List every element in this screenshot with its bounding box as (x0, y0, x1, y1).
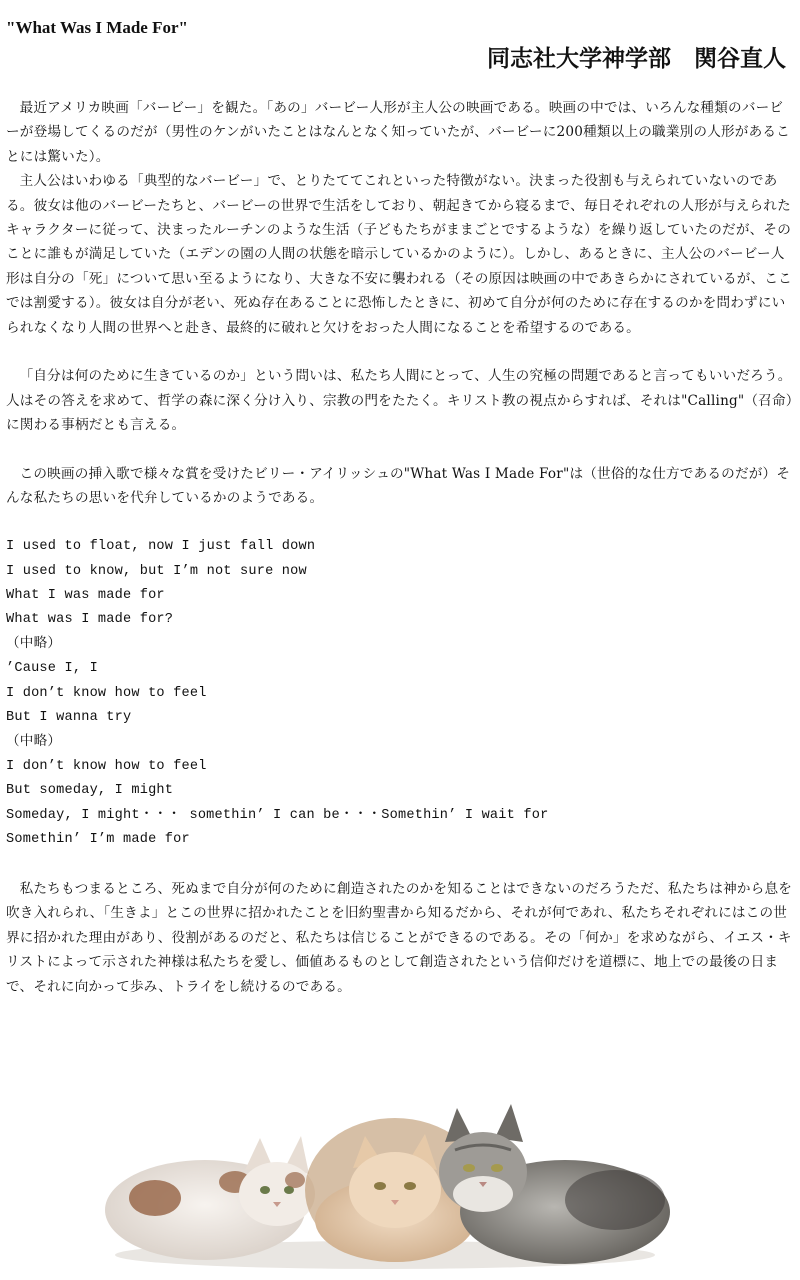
cats-illustration (95, 1090, 675, 1270)
lyrics-block (6, 535, 796, 852)
lyric-line: What was I made for? (6, 612, 174, 628)
lyric-line: ’Cause I, I (6, 661, 98, 677)
lyric-line: I don’t know how to feel (6, 685, 207, 701)
paragraph-1: 最近アメリカ映画「バービー」を観た。「あの」バービー人形が主人公の映画である。映画の中では、いろんな種類のバービーが登場してくるのだが（男性のケンがいたことはなんとなく知っていたが、バービーに200種類以上の職業別の人形があることには驚いた）。 (6, 100, 790, 165)
lyric-line: （中略） (6, 734, 62, 750)
spacer (6, 340, 796, 364)
article-title: "What Was I Made For" (6, 18, 188, 37)
lyric-line: Someday, I might・・・ somethin’ I can be・・・Somethin’ I wait for (6, 807, 549, 823)
paragraph-5: 私たちもつまるところ、死ぬまで自分が何のために創造されたのかを知ることはできないのだろうただ、私たちは神から息を吹き入れられ、「生きよ」とこの世界に招かれたことを旧約聖書から知るだから、それが何であれ、私たちそれぞれにはこの世界に招かれた理由があり、役割があるのだと、私たちは信じることができるのである。その「何か」を求めながら、イエス・キリストによって示された神様は私たちを愛し、価値あるものとして創造されたという信仰だけを道標に、地上での最後の日まで、それに向かって歩み、トライをし続けるのである。 (6, 880, 793, 995)
lyric-line: But someday, I might (6, 783, 174, 799)
grey-longhair-cat (439, 1104, 670, 1264)
paragraph-3: 「自分は何のために生きているのか」という問いは、私たち人間にとって、人生の究極の問題であると言ってもいいだろう。人はその答えを求めて、哲学の森に深く分け入り、宗教の門をたたく。キリスト教の視点からすれば、それは"Calling"（召命）に関わる事柄だとも言える。 (6, 368, 793, 434)
lyric-line: （中略） (6, 636, 62, 652)
lyric-line: What I was made for (6, 588, 165, 604)
spacer (6, 511, 796, 535)
paragraph-2: 主人公はいわゆる「典型的なバービー」で、とりたててこれといった特徴がない。決まった役割も与えられていないのである。彼女は他のバービーたちと、バービーの世界で生活をしており、朝起きてから寝るまで、毎日それぞれの人形が与えられたキャラクターに従って、決まったルーチンのような生活（子どもたちがままごとでするような）を繰り返していたのだが、そのことに誰もが満足していた（エデンの園の人間の状態を暗示しているかのように）。しかし、あるときに、主人公のバービー人形は自分の「死」について思い至るようになり、大きな不安に襲われる（その原因は映画の中であきらかにされているが、ここでは割愛する）。彼女は自分が老い、死ぬ存在あることに恐怖したときに、初めて自分が何のために存在するのかを問わずにいられなくなり人間の世界へと赴き、最終的に破れと欠けをおった人間になることを希望するのである。 (6, 173, 792, 336)
lyric-line: Somethin’ I’m made for (6, 832, 190, 848)
spacer (6, 438, 796, 462)
author-line: 同志社大学神学部 関谷直人 (487, 46, 786, 72)
white-brown-cat (105, 1136, 315, 1260)
spacer (6, 853, 796, 877)
lyric-line: But I wanna try (6, 710, 132, 726)
paragraph-4: この映画の挿入歌で様々な賞を受けたビリー・アイリッシュの"What Was I Made For"は（世俗的な仕方であるのだが）そんな私たちの思いを代弁しているかのようである。 (6, 466, 791, 507)
lyric-line: I used to float, now I just fall down (6, 539, 316, 555)
lyric-line: I don’t know how to feel (6, 758, 207, 774)
lyric-line: I used to know, but I’m not sure now (6, 563, 307, 579)
article-body (6, 96, 796, 999)
